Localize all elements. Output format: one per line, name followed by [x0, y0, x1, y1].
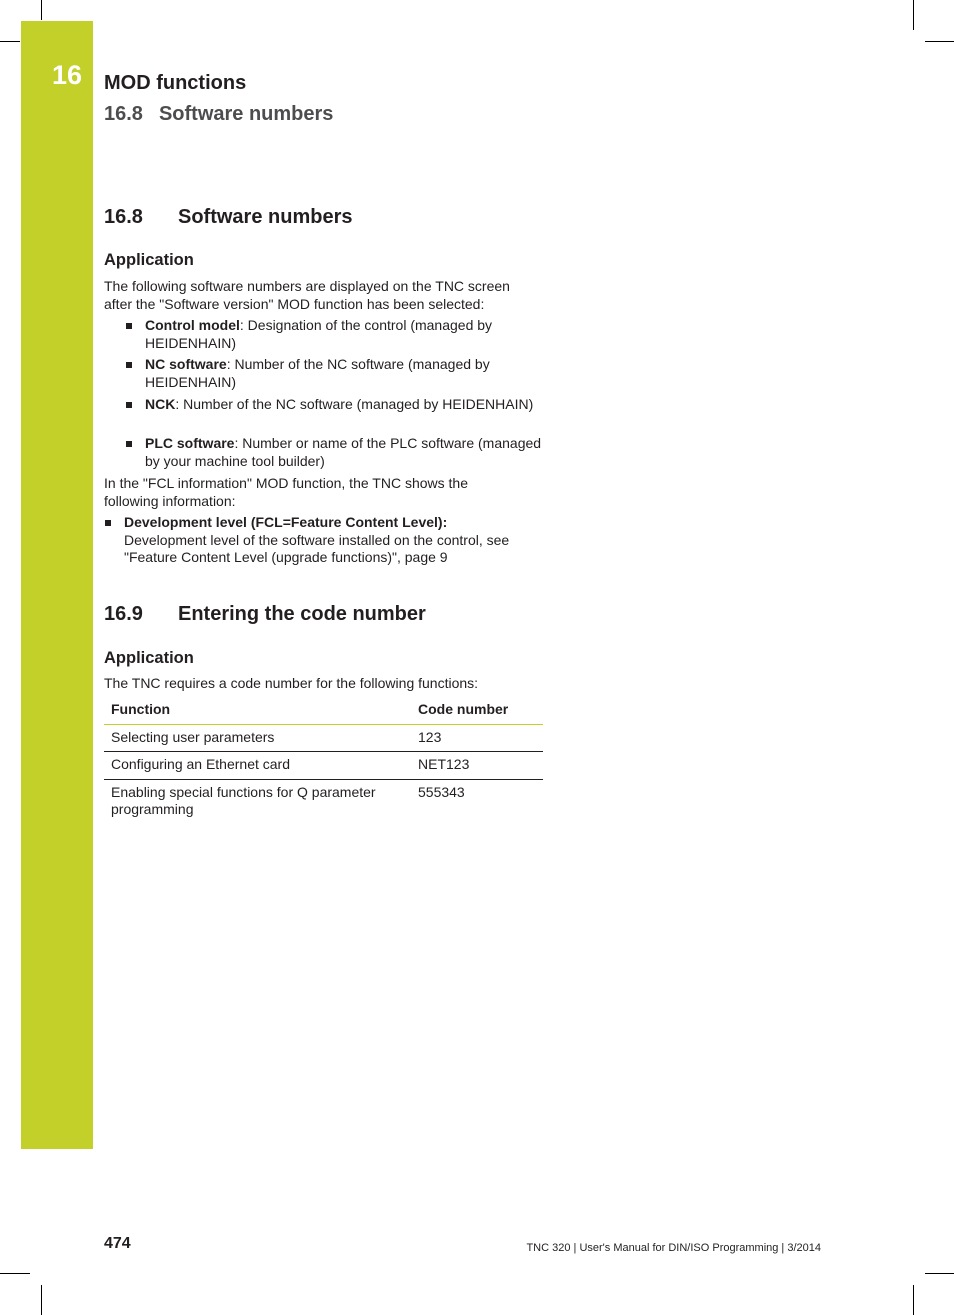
crop-mark: [0, 1273, 30, 1274]
crop-mark: [0, 41, 20, 42]
crop-mark: [41, 1285, 42, 1315]
crop-mark: [913, 0, 914, 30]
table-cell: Selecting user parameters: [104, 724, 411, 752]
table-cell: NET123: [411, 752, 543, 780]
running-header-section-title: Software numbers: [158, 103, 334, 125]
subheading: Application: [104, 251, 194, 269]
running-header-section: [104, 103, 333, 126]
table-row: [104, 779, 543, 824]
crop-mark: [925, 41, 954, 42]
list-item: Control model: Designation of the control (managed by HEIDENHAIN): [145, 317, 545, 352]
chapter-number: 16: [52, 60, 83, 90]
column-header-function: Function: [104, 698, 411, 724]
list-item: Development level (FCL=Feature Content Level): Development level of the software installed on the control, see "Feature Content Level (upgrade functions)", page 9: [124, 514, 544, 567]
table-cell: Configuring an Ethernet card: [104, 752, 411, 780]
list-item: NCK: Number of the NC software (managed by HEIDENHAIN): [145, 396, 545, 414]
running-header-section-number: 16.8: [104, 103, 143, 125]
subheading: Application: [104, 649, 194, 667]
table-row: [104, 752, 543, 780]
crop-mark: [913, 1285, 914, 1315]
table-cell: Enabling special functions for Q parameter programming: [111, 783, 376, 817]
running-header-title: MOD functions: [104, 72, 247, 94]
code-number-table: [104, 698, 543, 824]
section-heading: 16.8 Software numbers: [104, 206, 353, 228]
table-row: [104, 724, 543, 752]
table-header-row: [104, 698, 543, 724]
paragraph: The TNC requires a code number for the following functions:: [104, 675, 479, 691]
chapter-tab: [21, 21, 93, 1149]
crop-mark: [925, 1273, 954, 1274]
column-header-code-number: Code number: [411, 698, 543, 724]
list-item: PLC software: Number or name of the PLC software (managed by your machine tool builder): [145, 435, 545, 470]
section-heading: 16.9 Entering the code number: [104, 603, 426, 625]
paragraph: In the "FCL information" MOD function, the TNC shows the following information:: [104, 475, 468, 509]
table-cell: 123: [411, 724, 543, 752]
page-number: 474: [104, 1235, 131, 1252]
crop-mark: [41, 0, 42, 20]
table-cell: 555343: [418, 783, 465, 800]
paragraph: The following software numbers are displayed on the TNC screen after the "Software version" MOD function has been selected:: [104, 278, 510, 312]
footer-text: TNC 320 | User's Manual for DIN/ISO Programming | 3/2014: [526, 1242, 821, 1254]
list-item: NC software: Number of the NC software (managed by HEIDENHAIN): [145, 356, 545, 391]
